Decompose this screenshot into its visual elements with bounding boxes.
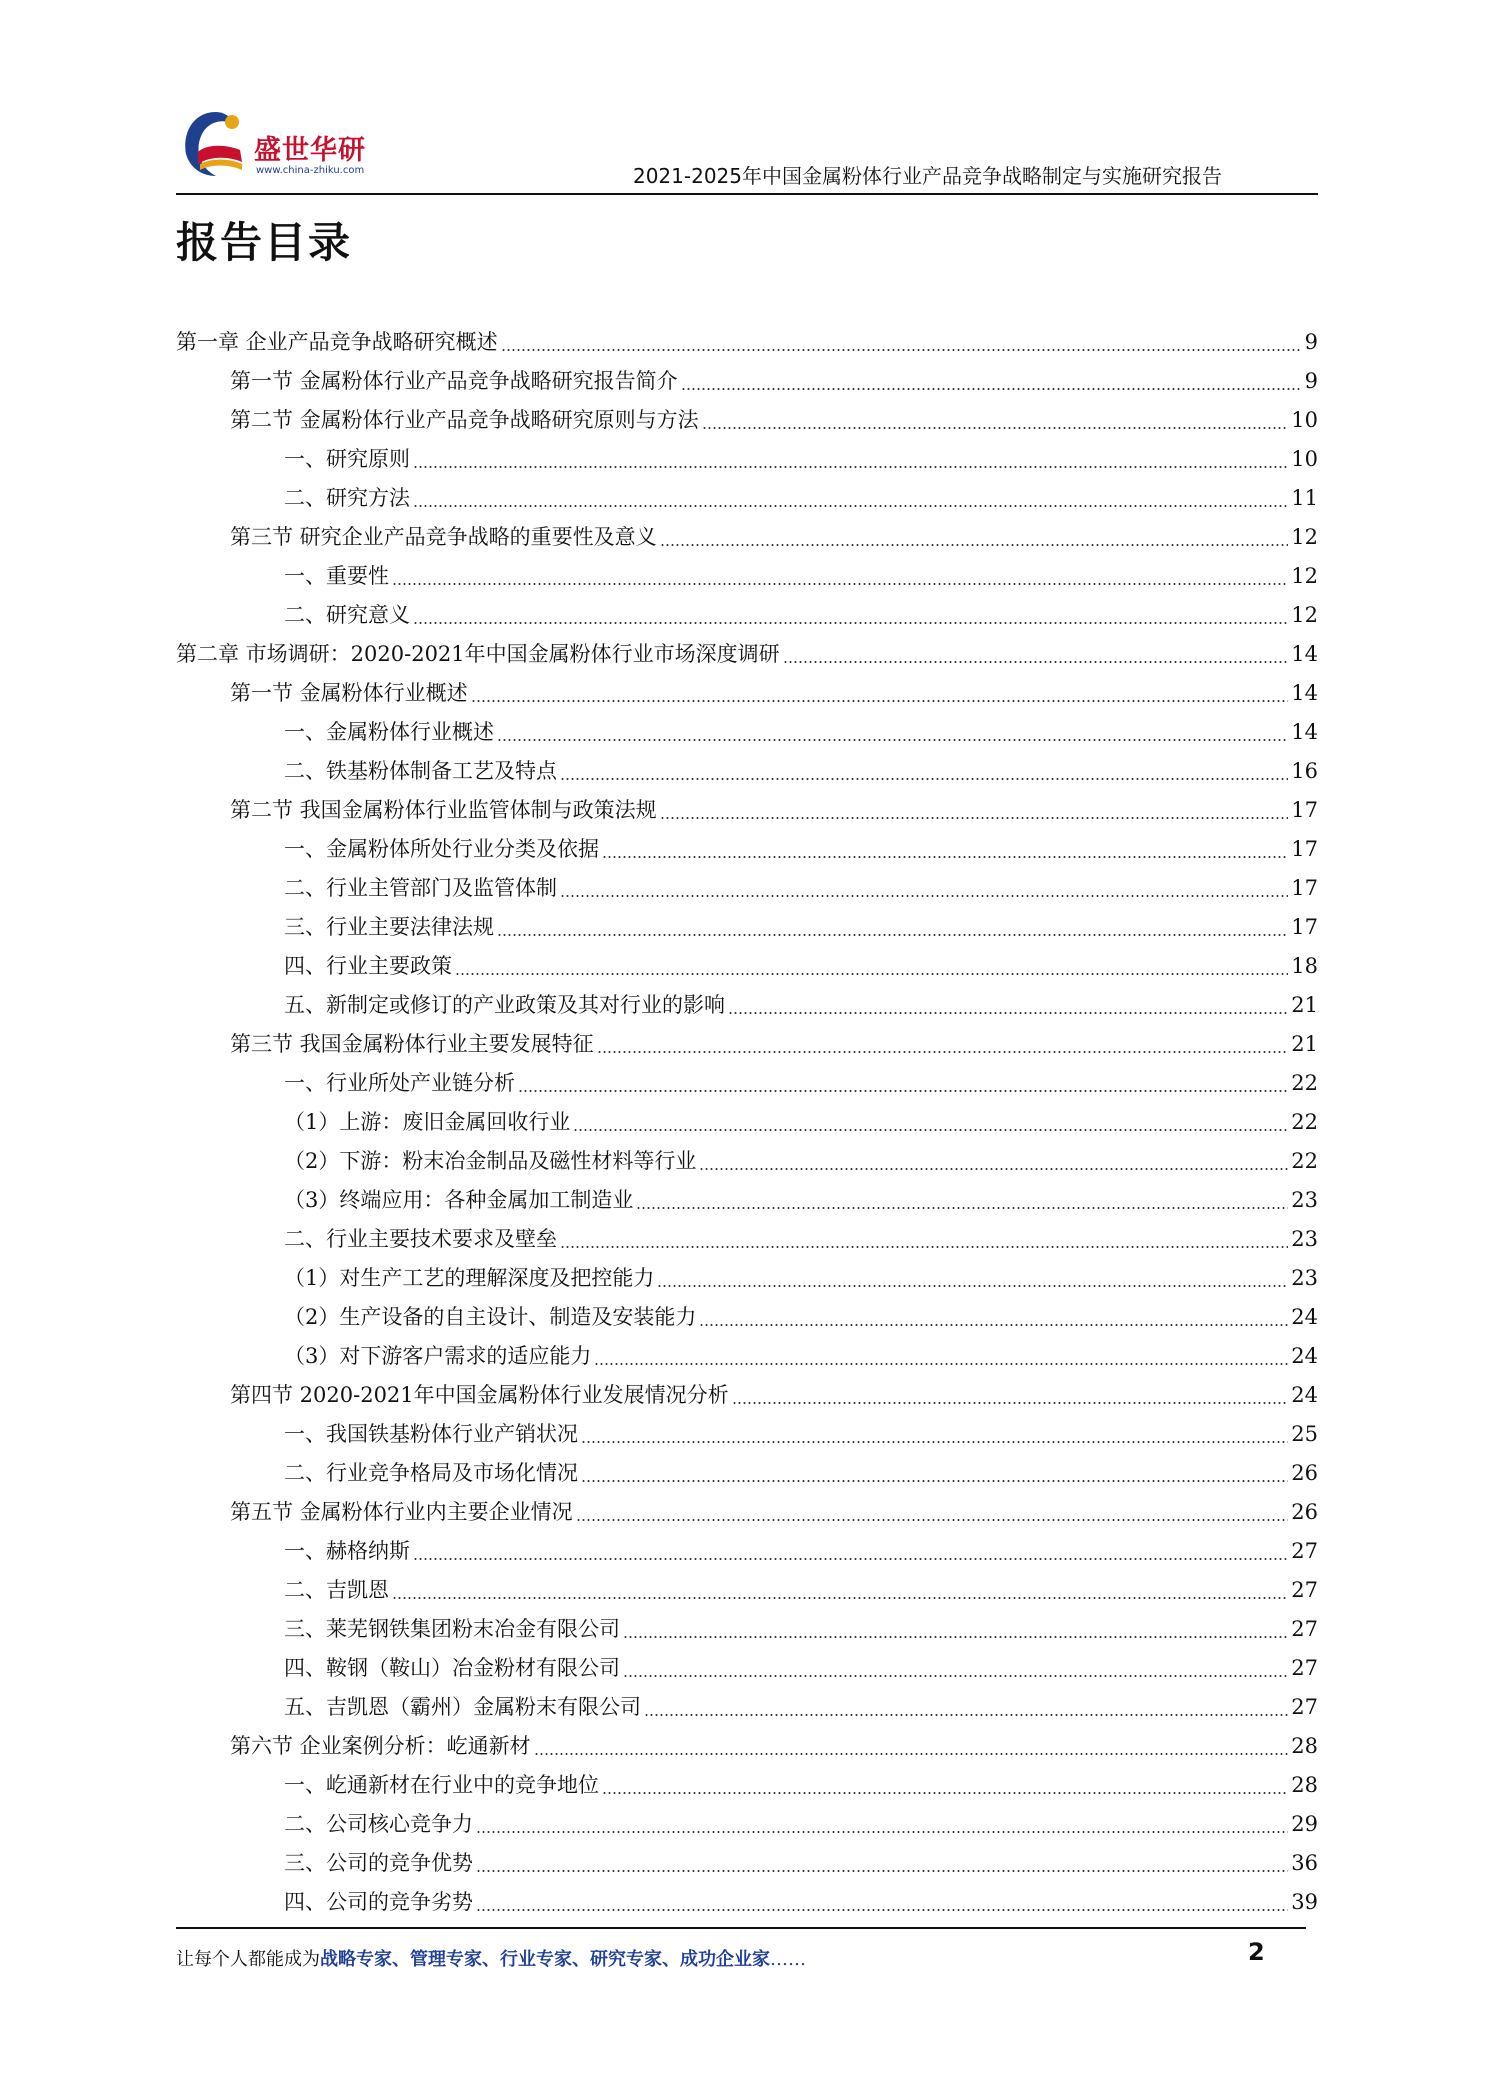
- toc-entry-page: 17: [1291, 798, 1318, 822]
- toc-dot-leader: [732, 1402, 1289, 1404]
- toc-entry[interactable]: [176, 1844, 1318, 1883]
- toc-dot-leader: [681, 388, 1302, 390]
- toc-dot-leader: [413, 466, 1288, 468]
- toc-entry-title: （2）生产设备的自主设计、制造及安装能力: [284, 1305, 697, 1329]
- toc-dot-leader: [534, 1753, 1289, 1755]
- toc-entry-title: 一、金属粉体行业概述: [284, 720, 494, 744]
- toc-dot-leader: [576, 1519, 1289, 1521]
- toc-entry[interactable]: [176, 1298, 1318, 1337]
- toc-dot-leader: [699, 1168, 1288, 1170]
- toc-entry[interactable]: [176, 1181, 1318, 1220]
- toc-entry-title: 二、行业竞争格局及市场化情况: [284, 1461, 578, 1485]
- toc-entry[interactable]: [176, 908, 1318, 947]
- toc-entry-title: 第二节 金属粉体行业产品竞争战略研究原则与方法: [230, 408, 699, 432]
- toc-entry[interactable]: [176, 1025, 1318, 1064]
- logo-text: 盛世华研: [254, 135, 366, 166]
- toc-entry-title: 二、行业主要技术要求及壁垒: [284, 1227, 557, 1251]
- toc-entry-title: 第三节 研究企业产品竞争战略的重要性及意义: [230, 525, 657, 549]
- toc-entry-title: 四、行业主要政策: [284, 954, 452, 978]
- toc-entry-page: 17: [1291, 876, 1318, 900]
- toc-dot-leader: [657, 1285, 1288, 1287]
- toc-entry[interactable]: [176, 557, 1318, 596]
- toc-entry-page: 23: [1291, 1188, 1318, 1212]
- toc-entry-page: 10: [1291, 408, 1318, 432]
- toc-entry-page: 28: [1291, 1734, 1318, 1758]
- toc-entry-page: 27: [1291, 1617, 1318, 1641]
- toc-entry-page: 17: [1291, 915, 1318, 939]
- toc-entry-title: 二、公司核心竞争力: [284, 1812, 473, 1836]
- toc-entry-page: 9: [1304, 330, 1318, 354]
- toc-entry[interactable]: [176, 1454, 1318, 1493]
- toc-dot-leader: [728, 1012, 1288, 1014]
- toc-dot-leader: [594, 1363, 1288, 1365]
- toc-entry-title: 一、行业所处产业链分析: [284, 1071, 515, 1095]
- toc-entry[interactable]: [176, 1610, 1318, 1649]
- toc-entry-page: 16: [1291, 759, 1318, 783]
- toc-entry-title: 第一节 金属粉体行业概述: [230, 681, 468, 705]
- toc-dot-leader: [413, 1558, 1288, 1560]
- page-header: [176, 98, 1318, 194]
- toc-dot-leader: [497, 739, 1288, 741]
- toc-entry-title: 三、行业主要法律法规: [284, 915, 494, 939]
- table-of-contents: [176, 323, 1318, 1922]
- toc-entry-title: 第五节 金属粉体行业内主要企业情况: [230, 1500, 573, 1524]
- toc-entry-title: 五、新制定或修订的产业政策及其对行业的影响: [284, 993, 725, 1017]
- toc-entry-page: 14: [1291, 642, 1318, 666]
- toc-entry[interactable]: [176, 1493, 1318, 1532]
- logo-emblem-icon: [176, 104, 256, 184]
- toc-dot-leader: [471, 700, 1289, 702]
- toc-entry[interactable]: [176, 1727, 1318, 1766]
- toc-entry[interactable]: [176, 401, 1318, 440]
- toc-entry[interactable]: [176, 440, 1318, 479]
- toc-entry-page: 11: [1291, 486, 1318, 510]
- toc-entry[interactable]: [176, 986, 1318, 1025]
- toc-entry-page: 14: [1291, 681, 1318, 705]
- toc-entry-title: 一、重要性: [284, 564, 389, 588]
- toc-entry-page: 12: [1291, 525, 1318, 549]
- toc-dot-leader: [560, 1246, 1288, 1248]
- toc-entry[interactable]: [176, 713, 1318, 752]
- toc-dot-leader: [518, 1090, 1288, 1092]
- toc-entry-title: 一、赫格纳斯: [284, 1539, 410, 1563]
- page-number: 2: [1248, 1938, 1265, 1966]
- toc-dot-leader: [497, 934, 1288, 936]
- footer-slogan: [176, 1945, 806, 1971]
- toc-dot-leader: [476, 1870, 1288, 1872]
- toc-dot-leader: [392, 583, 1288, 585]
- toc-entry[interactable]: [176, 1415, 1318, 1454]
- page-title: 报告目录: [176, 218, 353, 267]
- toc-entry-page: 26: [1291, 1461, 1318, 1485]
- toc-dot-leader: [476, 1831, 1288, 1833]
- logo-url: www.china-zhiku.com: [256, 165, 365, 176]
- toc-entry-title: 第一章 企业产品竞争战略研究概述: [176, 330, 498, 354]
- toc-entry-page: 27: [1291, 1695, 1318, 1719]
- toc-entry[interactable]: [176, 1142, 1318, 1181]
- toc-dot-leader: [581, 1480, 1288, 1482]
- toc-entry-title: 第二章 市场调研：2020-2021年中国金属粉体行业市场深度调研: [176, 642, 780, 666]
- toc-dot-leader: [660, 544, 1289, 546]
- toc-entry[interactable]: [176, 1883, 1318, 1922]
- toc-entry-page: 21: [1291, 1032, 1318, 1056]
- toc-entry-title: （1）对生产工艺的理解深度及把控能力: [284, 1266, 655, 1290]
- toc-entry-title: 第二节 我国金属粉体行业监管体制与政策法规: [230, 798, 657, 822]
- toc-entry[interactable]: [176, 1766, 1318, 1805]
- toc-entry-title: 一、研究原则: [284, 447, 410, 471]
- toc-entry[interactable]: [176, 1649, 1318, 1688]
- toc-entry-title: （1）上游：废旧金属回收行业: [284, 1110, 571, 1134]
- toc-entry-title: 一、屹通新材在行业中的竞争地位: [284, 1773, 599, 1797]
- toc-entry[interactable]: [176, 752, 1318, 791]
- toc-entry[interactable]: [176, 947, 1318, 986]
- toc-dot-leader: [660, 817, 1289, 819]
- toc-dot-leader: [602, 856, 1288, 858]
- toc-dot-leader: [413, 622, 1288, 624]
- toc-entry-page: 10: [1291, 447, 1318, 471]
- toc-entry-page: 39: [1291, 1890, 1318, 1914]
- toc-entry-page: 25: [1291, 1422, 1318, 1446]
- toc-entry-title: 二、吉凯恩: [284, 1578, 389, 1602]
- toc-entry[interactable]: [176, 1376, 1318, 1415]
- toc-dot-leader: [644, 1714, 1288, 1716]
- toc-dot-leader: [560, 895, 1288, 897]
- toc-entry-page: 22: [1291, 1110, 1318, 1134]
- toc-entry-title: 第三节 我国金属粉体行业主要发展特征: [230, 1032, 594, 1056]
- header-divider: [176, 193, 1318, 195]
- toc-entry-title: 五、吉凯恩（霸州）金属粉末有限公司: [284, 1695, 641, 1719]
- toc-entry[interactable]: [176, 1259, 1318, 1298]
- toc-entry[interactable]: [176, 674, 1318, 713]
- toc-entry-page: 26: [1291, 1500, 1318, 1524]
- toc-entry[interactable]: [176, 1805, 1318, 1844]
- toc-entry-title: 第六节 企业案例分析：屹通新材: [230, 1734, 531, 1758]
- toc-entry[interactable]: [176, 518, 1318, 557]
- company-logo: [176, 98, 406, 188]
- footer-slogan-highlight: 战略专家、管理专家、行业专家、研究专家、成功企业家: [320, 1949, 770, 1970]
- toc-dot-leader: [602, 1792, 1288, 1794]
- toc-dot-leader: [501, 349, 1302, 351]
- toc-entry-title: 二、行业主管部门及监管体制: [284, 876, 557, 900]
- toc-entry-page: 22: [1291, 1071, 1318, 1095]
- toc-entry-title: （2）下游：粉末冶金制品及磁性材料等行业: [284, 1149, 697, 1173]
- toc-entry-page: 24: [1291, 1383, 1318, 1407]
- toc-dot-leader: [699, 1324, 1288, 1326]
- toc-entry-page: 17: [1291, 837, 1318, 861]
- toc-dot-leader: [476, 1909, 1288, 1911]
- toc-entry-title: 一、我国铁基粉体行业产销状况: [284, 1422, 578, 1446]
- toc-entry-title: 二、研究意义: [284, 603, 410, 627]
- toc-entry-page: 12: [1291, 603, 1318, 627]
- toc-entry-title: 二、铁基粉体制备工艺及特点: [284, 759, 557, 783]
- toc-entry-title: 三、公司的竞争优势: [284, 1851, 473, 1875]
- toc-dot-leader: [597, 1051, 1289, 1053]
- toc-entry[interactable]: [176, 791, 1318, 830]
- footer-slogan-prefix: 让每个人都能成为: [176, 1949, 320, 1970]
- toc-dot-leader: [573, 1129, 1288, 1131]
- toc-entry[interactable]: [176, 869, 1318, 908]
- toc-entry-title: 四、公司的竞争劣势: [284, 1890, 473, 1914]
- toc-entry[interactable]: [176, 635, 1318, 674]
- toc-entry[interactable]: [176, 1532, 1318, 1571]
- toc-entry[interactable]: [176, 323, 1318, 362]
- report-title: 2021-2025年中国金属粉体行业产品竞争战略制定与实施研究报告: [632, 164, 1222, 188]
- toc-entry[interactable]: [176, 479, 1318, 518]
- toc-entry-title: 三、莱芜钢铁集团粉末冶金有限公司: [284, 1617, 620, 1641]
- toc-dot-leader: [702, 427, 1289, 429]
- toc-entry-page: 22: [1291, 1149, 1318, 1173]
- toc-entry-page: 27: [1291, 1539, 1318, 1563]
- toc-dot-leader: [581, 1441, 1288, 1443]
- toc-entry-page: 36: [1291, 1851, 1318, 1875]
- toc-entry-page: 24: [1291, 1305, 1318, 1329]
- toc-entry-title: 二、研究方法: [284, 486, 410, 510]
- toc-dot-leader: [392, 1597, 1288, 1599]
- toc-dot-leader: [455, 973, 1288, 975]
- toc-entry[interactable]: [176, 1220, 1318, 1259]
- toc-entry-page: 18: [1291, 954, 1318, 978]
- toc-entry-title: 四、鞍钢（鞍山）冶金粉材有限公司: [284, 1656, 620, 1680]
- toc-entry-title: 第一节 金属粉体行业产品竞争战略研究报告简介: [230, 369, 678, 393]
- toc-dot-leader: [783, 661, 1289, 663]
- toc-entry[interactable]: [176, 1571, 1318, 1610]
- toc-dot-leader: [623, 1636, 1288, 1638]
- toc-entry-page: 24: [1291, 1344, 1318, 1368]
- toc-entry-page: 29: [1291, 1812, 1318, 1836]
- footer-slogan-suffix: ……: [770, 1949, 806, 1970]
- toc-entry-title: （3）对下游客户需求的适应能力: [284, 1344, 592, 1368]
- toc-entry[interactable]: [176, 830, 1318, 869]
- toc-entry-page: 23: [1291, 1266, 1318, 1290]
- toc-entry[interactable]: [176, 596, 1318, 635]
- toc-entry-page: 27: [1291, 1578, 1318, 1602]
- toc-entry[interactable]: [176, 1064, 1318, 1103]
- toc-entry-page: 23: [1291, 1227, 1318, 1251]
- toc-entry[interactable]: [176, 362, 1318, 401]
- toc-entry-title: 一、金属粉体所处行业分类及依据: [284, 837, 599, 861]
- toc-dot-leader: [560, 778, 1288, 780]
- toc-entry-page: 27: [1291, 1656, 1318, 1680]
- toc-dot-leader: [636, 1207, 1288, 1209]
- footer-divider: [176, 1927, 1306, 1929]
- toc-entry[interactable]: [176, 1103, 1318, 1142]
- toc-entry-title: 第四节 2020-2021年中国金属粉体行业发展情况分析: [230, 1383, 729, 1407]
- toc-entry-page: 28: [1291, 1773, 1318, 1797]
- toc-entry[interactable]: [176, 1337, 1318, 1376]
- toc-entry[interactable]: [176, 1688, 1318, 1727]
- toc-entry-title: （3）终端应用：各种金属加工制造业: [284, 1188, 634, 1212]
- toc-entry-page: 21: [1291, 993, 1318, 1017]
- toc-dot-leader: [413, 505, 1288, 507]
- toc-dot-leader: [623, 1675, 1288, 1677]
- toc-entry-page: 12: [1291, 564, 1318, 588]
- toc-entry-page: 14: [1291, 720, 1318, 744]
- toc-entry-page: 9: [1304, 369, 1318, 393]
